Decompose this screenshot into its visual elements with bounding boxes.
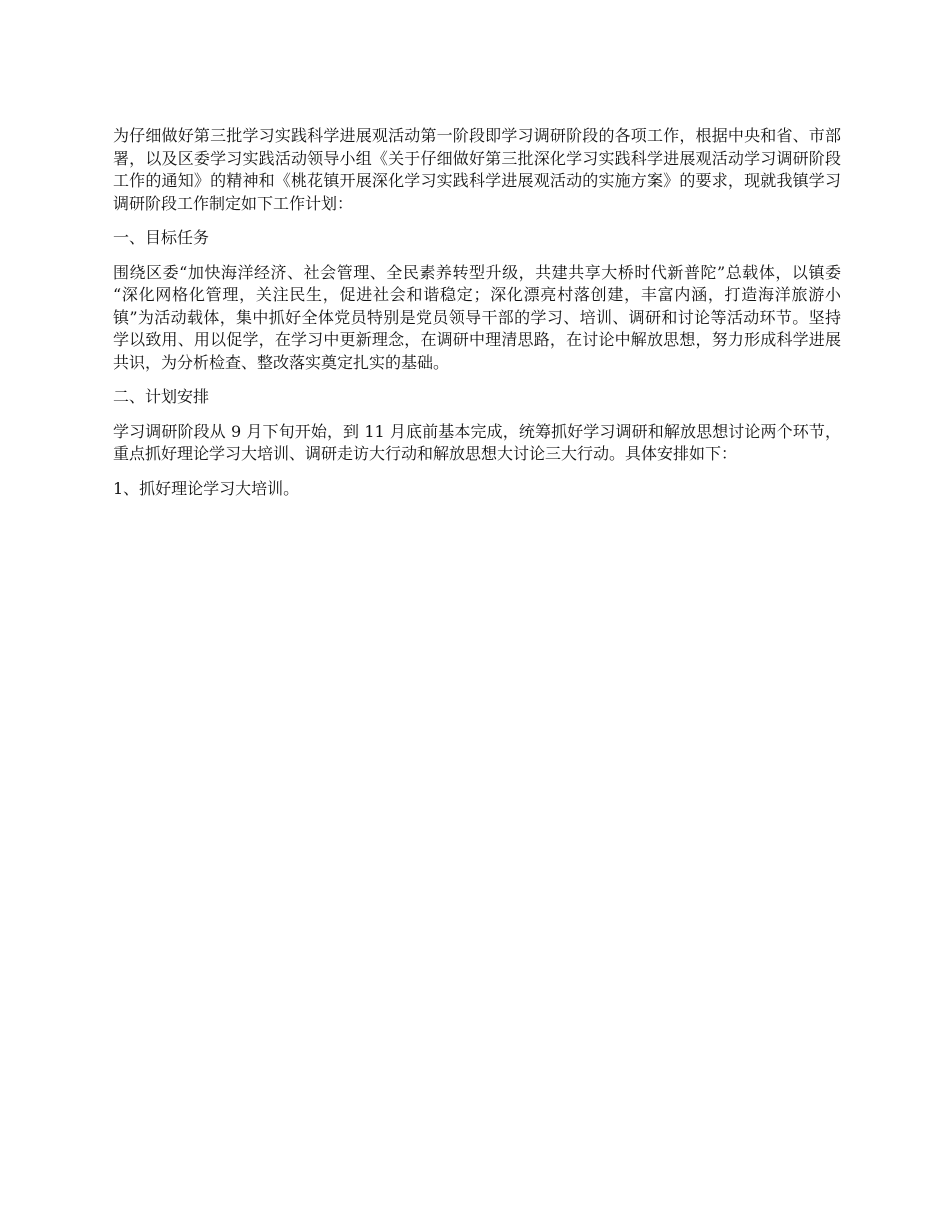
document-page <box>113 125 841 512</box>
intro-paragraph: 为仔细做好第三批学习实践科学进展观活动第一阶段即学习调研阶段的各项工作，根据中央和省、市部署，以及区委学习实践活动领导小组《关于仔细做好第三批深化学习实践科学进展观活动学习调研阶段工作的通知》的精神和《桃花镇开展深化学习实践科学进展观活动的实施方案》的要求，现就我镇学习调研阶段工作制定如下工作计划： <box>113 126 841 213</box>
plan-paragraph: 学习调研阶段从 9 月下旬开始，到 11 月底前基本完成，统筹抓好学习调研和解放思想讨论两个环节，重点抓好理论学习大培训、调研走访大行动和解放思想大讨论三大行动。具体安排如下： <box>113 421 841 463</box>
plan-item-1: 1、抓好理论学习大培训。 <box>113 478 300 498</box>
section-heading-goals: 一、目标任务 <box>113 228 210 247</box>
goals-paragraph: 围绕区委“加快海洋经济、社会管理、全民素养转型升级，共建共享大桥时代新普陀”总载体，以镇委 “深化网格化管理，关注民生，促进社会和谐稳定；深化漂亮村落创建，丰富内涵，打造海洋旅游小镇”为活动载体，集中抓好全体党员特别是党员领导干部的学习、培训、调研和讨论等活动环节。坚持学以致用、用以促学，在学习中更新理念，在调研中理清思路，在讨论中解放思想，努力形成科学进展共识，为分析检查、整改落实奠定扎实的基础。 <box>113 262 841 372</box>
section-heading-plan: 二、计划安排 <box>113 387 210 406</box>
